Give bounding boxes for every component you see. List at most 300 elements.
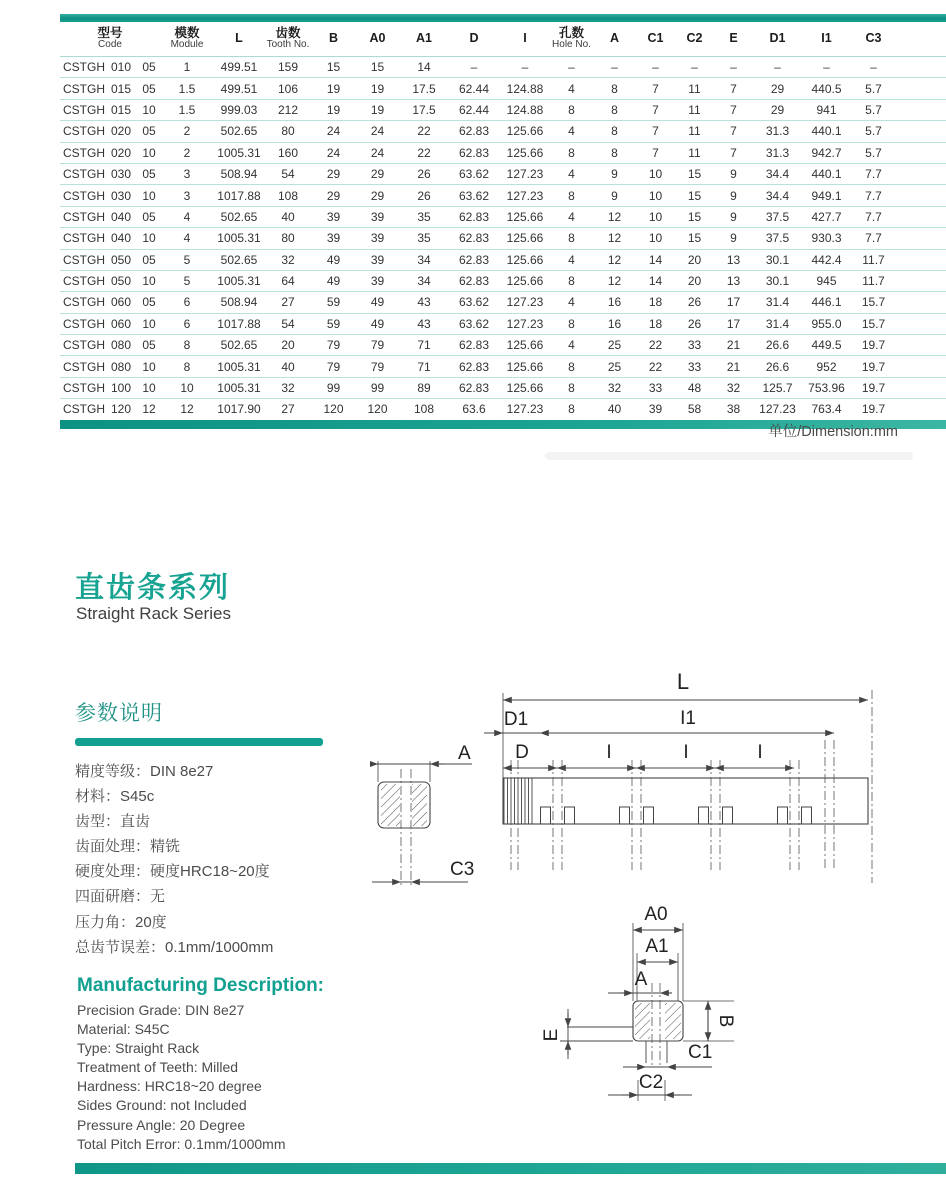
table-cell: 127.23 bbox=[506, 295, 544, 310]
table-cell: 120 bbox=[323, 402, 344, 417]
table-cell: CSTGH bbox=[63, 381, 105, 396]
table-header-cell: C3 bbox=[865, 31, 882, 46]
table-cell: – bbox=[870, 60, 877, 75]
table-cell: 15 bbox=[326, 60, 341, 75]
table-cell: 24 bbox=[370, 124, 385, 139]
table-cell: 1017.88 bbox=[217, 316, 261, 331]
table-cell: 12 bbox=[607, 252, 622, 267]
table-cell: 25 bbox=[607, 359, 622, 374]
table-cell: CSTGH bbox=[63, 295, 105, 310]
table-header-cell: A bbox=[609, 31, 620, 46]
spec-item-zh: 齿型：直齿 bbox=[75, 813, 151, 831]
table-row bbox=[60, 207, 946, 228]
table-cell: 9 bbox=[730, 231, 737, 246]
table-cell: 79 bbox=[370, 359, 385, 374]
table-cell: 10 bbox=[142, 231, 156, 246]
table-cell: 7 bbox=[652, 81, 659, 96]
table-cell: 33 bbox=[687, 359, 702, 374]
table-cell: – bbox=[730, 60, 737, 75]
table-cell: 62.83 bbox=[458, 252, 490, 267]
table-cell: CSTGH bbox=[63, 102, 105, 117]
table-cell: 34 bbox=[417, 274, 431, 289]
table-cell: 7 bbox=[730, 81, 737, 96]
table-cell: 35 bbox=[417, 209, 431, 224]
table-cell: 62.83 bbox=[458, 359, 490, 374]
table-cell: 99 bbox=[326, 381, 341, 396]
table-cell: 11 bbox=[688, 145, 701, 160]
table-cell: 127.23 bbox=[506, 188, 544, 203]
table-cell: 015 bbox=[110, 81, 132, 96]
table-cell: 9 bbox=[611, 188, 618, 203]
table-cell: 9 bbox=[730, 167, 737, 182]
table-cell: 19.7 bbox=[861, 359, 886, 374]
table-cell: 62.44 bbox=[458, 102, 490, 117]
table-cell: 32 bbox=[281, 381, 295, 396]
table-cell: 11 bbox=[688, 81, 701, 96]
table-row bbox=[60, 250, 946, 271]
table-cell: 39 bbox=[370, 231, 385, 246]
table-cell: 71 bbox=[417, 338, 431, 353]
table-cell: 941 bbox=[816, 102, 837, 117]
dim-label-B: B bbox=[715, 1014, 736, 1028]
table-cell: 124.88 bbox=[506, 81, 544, 96]
table-cell: 43 bbox=[417, 295, 431, 310]
table-cell: 43 bbox=[417, 316, 431, 331]
table-cell: 32 bbox=[607, 381, 622, 396]
table-cell: 79 bbox=[370, 338, 385, 353]
table-cell: 999.03 bbox=[220, 102, 258, 117]
table-cell: 12 bbox=[607, 274, 622, 289]
table-cell: 19 bbox=[326, 81, 341, 96]
table-cell: 8 bbox=[611, 124, 618, 139]
table-cell: 442.4 bbox=[811, 252, 842, 267]
table-cell: 31.3 bbox=[765, 145, 790, 160]
table-cell: 80 bbox=[281, 231, 295, 246]
table-cell: 763.4 bbox=[811, 402, 842, 417]
table-cell: 5 bbox=[183, 252, 191, 267]
table-cell: 19 bbox=[326, 102, 341, 117]
table-cell: 449.5 bbox=[811, 338, 842, 353]
table-cell: 39 bbox=[326, 209, 341, 224]
table-cell: 17.5 bbox=[412, 102, 436, 117]
table-cell: 24 bbox=[370, 145, 385, 160]
table-cell: 38 bbox=[726, 402, 741, 417]
table-cell: 508.94 bbox=[220, 295, 258, 310]
dim-label-A: A bbox=[458, 743, 471, 764]
table-cell: 79 bbox=[326, 359, 341, 374]
table-cell: 4 bbox=[568, 338, 575, 353]
table-cell: 499.51 bbox=[220, 81, 258, 96]
table-cell: 29 bbox=[370, 167, 385, 182]
table-cell: 1005.31 bbox=[217, 274, 261, 289]
dim-label-A: A bbox=[634, 969, 648, 990]
table-cell: 24 bbox=[326, 124, 341, 139]
table-cell: 49 bbox=[370, 295, 385, 310]
table-cell: 12 bbox=[607, 231, 622, 246]
table-cell: 5 bbox=[183, 274, 191, 289]
table-cell: 11 bbox=[688, 124, 701, 139]
table-cell: 446.1 bbox=[811, 295, 842, 310]
table-row bbox=[60, 314, 946, 335]
table-cell: 4 bbox=[568, 252, 575, 267]
table-cell: 80 bbox=[281, 124, 295, 139]
table-cell: 79 bbox=[326, 338, 341, 353]
table-cell: 10 bbox=[648, 167, 663, 182]
table-cell: 59 bbox=[326, 316, 341, 331]
table-cell: 34.4 bbox=[765, 167, 790, 182]
table-cell: 502.65 bbox=[220, 338, 258, 353]
table-cell: 1005.31 bbox=[217, 359, 261, 374]
spec-item-zh: 齿面处理：精铣 bbox=[75, 838, 181, 856]
spec-table bbox=[60, 14, 946, 429]
table-cell: 33 bbox=[648, 381, 663, 396]
table-cell: 440.1 bbox=[811, 167, 842, 182]
table-cell: 05 bbox=[142, 209, 156, 224]
table-cell: 40 bbox=[607, 402, 622, 417]
table-cell: 10 bbox=[648, 188, 663, 203]
table-header-cell: E bbox=[729, 31, 738, 46]
table-cell: 62.44 bbox=[458, 81, 490, 96]
table-cell: 31.4 bbox=[765, 295, 790, 310]
table-cell: 15 bbox=[687, 188, 702, 203]
table-cell: 7 bbox=[730, 102, 737, 117]
spec-item-zh: 总齿节误差：0.1mm/1000mm bbox=[75, 938, 274, 956]
table-cell: CSTGH bbox=[63, 124, 105, 139]
footer-accent-bar bbox=[75, 1163, 946, 1174]
dim-label-I-3: I bbox=[757, 742, 763, 763]
table-cell: 11.7 bbox=[862, 252, 885, 267]
table-cell: CSTGH bbox=[63, 316, 105, 331]
table-cell: CSTGH bbox=[63, 188, 105, 203]
table-cell: 16 bbox=[607, 316, 622, 331]
table-cell: 22 bbox=[648, 338, 663, 353]
table-cell: 1005.31 bbox=[217, 145, 261, 160]
table-cell: 502.65 bbox=[220, 124, 258, 139]
dim-label-D: D bbox=[515, 742, 529, 763]
table-cell: 19.7 bbox=[861, 381, 886, 396]
rack-side-view-drawing bbox=[370, 665, 946, 895]
table-cell: 05 bbox=[142, 60, 156, 75]
table-cell: 31.4 bbox=[765, 316, 790, 331]
table-cell: 30.1 bbox=[765, 274, 790, 289]
table-cell: 29 bbox=[770, 102, 785, 117]
spec-item-en: Type: Straight Rack bbox=[77, 1040, 200, 1057]
table-header-cell: C2 bbox=[686, 31, 703, 46]
table-cell: CSTGH bbox=[63, 252, 105, 267]
table-cell: 8 bbox=[611, 145, 618, 160]
table-cell: 27 bbox=[281, 402, 295, 417]
table-cell: 060 bbox=[110, 316, 132, 331]
table-cell: 21 bbox=[726, 338, 741, 353]
table-row bbox=[60, 57, 946, 78]
table-row bbox=[60, 185, 946, 206]
table-cell: 7 bbox=[652, 145, 659, 160]
table-cell: 10 bbox=[142, 381, 156, 396]
table-cell: 4 bbox=[568, 124, 575, 139]
table-cell: 7.7 bbox=[865, 209, 882, 224]
table-cell: 8 bbox=[611, 102, 618, 117]
table-cell: 10 bbox=[142, 316, 156, 331]
table-header-cell: I1 bbox=[821, 31, 832, 46]
table-cell: 11.7 bbox=[862, 274, 885, 289]
table-cell: 20 bbox=[687, 274, 702, 289]
table-cell: CSTGH bbox=[63, 209, 105, 224]
table-header-cell: A0 bbox=[369, 31, 386, 46]
table-cell: 29 bbox=[326, 167, 341, 182]
table-cell: 26 bbox=[417, 188, 431, 203]
table-cell: 3 bbox=[183, 188, 191, 203]
table-cell: 10 bbox=[142, 359, 156, 374]
table-cell: – bbox=[470, 60, 478, 75]
table-header-cell: L bbox=[235, 31, 243, 46]
table-row bbox=[60, 399, 946, 419]
table-cell: 15 bbox=[370, 60, 385, 75]
table-cell: 10 bbox=[142, 188, 156, 203]
table-cell: 05 bbox=[142, 252, 156, 267]
table-cell: 060 bbox=[110, 295, 132, 310]
table-cell: 508.94 bbox=[220, 167, 258, 182]
table-header-cell: I bbox=[523, 31, 527, 46]
table-cell: 1017.90 bbox=[217, 402, 261, 417]
table-cell: 22 bbox=[648, 359, 663, 374]
table-cell: 1005.31 bbox=[217, 381, 261, 396]
manufacturing-title: Manufacturing Description: bbox=[77, 975, 325, 996]
table-cell: 4 bbox=[183, 231, 191, 246]
table-cell: 080 bbox=[110, 338, 132, 353]
table-cell: 125.66 bbox=[506, 359, 544, 374]
table-cell: 19 bbox=[370, 81, 385, 96]
dim-label-I-2: I bbox=[683, 742, 689, 763]
table-cell: 160 bbox=[277, 145, 299, 160]
table-cell: 6 bbox=[183, 295, 191, 310]
table-cell: 17 bbox=[726, 295, 741, 310]
table-cell: 17.5 bbox=[412, 81, 436, 96]
table-cell: 125.66 bbox=[506, 124, 544, 139]
table-cell: 20 bbox=[687, 252, 702, 267]
table-cell: 26 bbox=[687, 316, 702, 331]
table-cell: 99 bbox=[370, 381, 385, 396]
table-cell: 89 bbox=[417, 381, 431, 396]
table-cell: 127.23 bbox=[506, 402, 544, 417]
table-cell: 19.7 bbox=[861, 402, 886, 417]
table-cell: 22 bbox=[417, 145, 431, 160]
spec-list-en bbox=[77, 1001, 286, 1154]
table-cell: 020 bbox=[110, 145, 132, 160]
table-cell: CSTGH bbox=[63, 167, 105, 182]
table-cell: 502.65 bbox=[220, 252, 258, 267]
table-cell: 71 bbox=[417, 359, 431, 374]
rack-cross-section-drawing bbox=[520, 895, 946, 1115]
spec-item-en: Material: S45C bbox=[77, 1021, 170, 1038]
table-row bbox=[60, 356, 946, 377]
table-cell: 37.5 bbox=[765, 231, 790, 246]
table-cell: 15 bbox=[687, 167, 702, 182]
table-cell: 05 bbox=[142, 124, 156, 139]
table-top-bar bbox=[60, 14, 946, 22]
table-cell: 54 bbox=[281, 167, 295, 182]
table-cell: 29 bbox=[370, 188, 385, 203]
table-cell: 63.62 bbox=[458, 188, 490, 203]
spec-item-en: Total Pitch Error: 0.1mm/1000mm bbox=[77, 1135, 286, 1152]
spec-item-zh: 硬度处理：硬度HRC18~20度 bbox=[75, 863, 270, 881]
table-cell: 10 bbox=[648, 209, 663, 224]
table-cell: 100 bbox=[110, 381, 132, 396]
table-row bbox=[60, 228, 946, 249]
table-cell: 952 bbox=[816, 359, 837, 374]
table-cell: 62.83 bbox=[458, 124, 490, 139]
table-cell: CSTGH bbox=[63, 145, 105, 160]
table-cell: 26.6 bbox=[765, 338, 790, 353]
table-cell: – bbox=[521, 60, 529, 75]
series-title-zh: 直齿条系列 bbox=[75, 572, 231, 604]
table-cell: 1017.88 bbox=[217, 188, 261, 203]
table-cell: 8 bbox=[568, 231, 575, 246]
table-header-cell: A1 bbox=[416, 31, 432, 46]
table-cell: 4 bbox=[568, 295, 575, 310]
table-cell: 1 bbox=[183, 60, 191, 75]
table-cell: – bbox=[652, 60, 659, 75]
table-cell: 39 bbox=[370, 252, 385, 267]
table-cell: 34.4 bbox=[765, 188, 790, 203]
table-cell: 18 bbox=[648, 295, 663, 310]
table-cell: 21 bbox=[726, 359, 741, 374]
table-cell: 127.23 bbox=[759, 402, 796, 417]
watermark-smudge bbox=[545, 452, 913, 460]
table-cell: 3 bbox=[183, 167, 191, 182]
table-cell: 54 bbox=[281, 316, 295, 331]
table-cell: 9 bbox=[730, 188, 737, 203]
table-cell: 63.62 bbox=[458, 316, 490, 331]
table-cell: 2 bbox=[183, 124, 191, 139]
spec-item-en: Hardness: HRC18~20 degree bbox=[77, 1078, 262, 1095]
table-cell: 4 bbox=[183, 209, 191, 224]
dim-label-I-1: I bbox=[606, 742, 612, 763]
table-cell: 19.7 bbox=[861, 338, 886, 353]
spec-item-en: Treatment of Teeth: Milled bbox=[77, 1059, 239, 1076]
table-cell: 8 bbox=[183, 359, 191, 374]
table-cell: 8 bbox=[568, 359, 575, 374]
table-cell: 24 bbox=[326, 145, 341, 160]
table-cell: 59 bbox=[326, 295, 341, 310]
table-cell: 62.83 bbox=[458, 145, 490, 160]
table-cell: 35 bbox=[417, 231, 431, 246]
table-cell: 14 bbox=[417, 60, 431, 75]
table-cell: 5.7 bbox=[865, 102, 882, 117]
table-cell: 29 bbox=[770, 81, 785, 96]
table-header-cell: B bbox=[328, 31, 339, 46]
table-cell: 7 bbox=[730, 124, 737, 139]
table-cell: 1.5 bbox=[178, 81, 196, 96]
table-cell: 10 bbox=[142, 274, 156, 289]
dim-label-E: E bbox=[541, 1028, 562, 1042]
table-cell: 49 bbox=[326, 274, 341, 289]
table-cell: 8 bbox=[568, 316, 575, 331]
spec-item-en: Precision Grade: DIN 8e27 bbox=[77, 1002, 245, 1018]
table-header-cell: 型号 Code bbox=[97, 26, 123, 51]
table-cell: – bbox=[611, 60, 618, 75]
table-cell: 26 bbox=[687, 295, 702, 310]
table-cell: 15.7 bbox=[861, 316, 886, 331]
table-cell: 8 bbox=[568, 188, 575, 203]
table-cell: CSTGH bbox=[63, 274, 105, 289]
table-cell: 18 bbox=[648, 316, 663, 331]
table-cell: 502.65 bbox=[220, 209, 258, 224]
unit-label: 单位/Dimension:mm bbox=[768, 424, 898, 440]
table-cell: 15.7 bbox=[861, 295, 886, 310]
spec-section-underline bbox=[75, 738, 323, 746]
table-cell: – bbox=[568, 60, 575, 75]
spec-item-en: Pressure Angle: 20 Degree bbox=[77, 1116, 246, 1133]
table-cell: 33 bbox=[687, 338, 702, 353]
table-row bbox=[60, 335, 946, 356]
table-cell: 949.1 bbox=[811, 188, 842, 203]
table-cell: 14 bbox=[648, 252, 663, 267]
table-cell: 125.66 bbox=[506, 252, 544, 267]
table-cell: 64 bbox=[281, 274, 295, 289]
table-cell: 125.66 bbox=[506, 274, 544, 289]
table-cell: 7.7 bbox=[865, 167, 882, 182]
table-cell: 6 bbox=[183, 316, 191, 331]
table-row bbox=[60, 378, 946, 399]
table-cell: 120 bbox=[110, 402, 132, 417]
table-cell: 040 bbox=[110, 231, 132, 246]
table-row bbox=[60, 292, 946, 313]
table-cell: 58 bbox=[687, 402, 702, 417]
table-cell: 63.6 bbox=[462, 402, 486, 417]
table-cell: 125.66 bbox=[506, 338, 544, 353]
table-cell: CSTGH bbox=[63, 359, 105, 374]
table-cell: 11 bbox=[688, 102, 701, 117]
table-cell: 37.5 bbox=[765, 209, 790, 224]
table-cell: 7.7 bbox=[865, 188, 882, 203]
table-cell: 127.23 bbox=[506, 167, 544, 182]
table-cell: 930.3 bbox=[811, 231, 842, 246]
table-cell: 8 bbox=[611, 81, 618, 96]
table-cell: 62.83 bbox=[458, 381, 490, 396]
table-cell: 13 bbox=[726, 252, 741, 267]
table-cell: 125.66 bbox=[506, 231, 544, 246]
table-cell: 26 bbox=[417, 167, 431, 182]
table-cell: 108 bbox=[277, 188, 299, 203]
table-cell: 5.7 bbox=[865, 145, 882, 160]
table-cell: 05 bbox=[142, 167, 156, 182]
table-cell: 4 bbox=[568, 167, 575, 182]
table-cell: 499.51 bbox=[220, 60, 258, 75]
table-cell: 32 bbox=[281, 252, 295, 267]
spec-item-zh: 精度等级：DIN 8e27 bbox=[75, 763, 214, 780]
table-cell: 15 bbox=[687, 209, 702, 224]
table-cell: 7 bbox=[652, 124, 659, 139]
table-cell: 34 bbox=[417, 252, 431, 267]
table-cell: 62.83 bbox=[458, 209, 490, 224]
table-cell: 7 bbox=[730, 145, 737, 160]
table-cell: 7 bbox=[652, 102, 659, 117]
dim-label-A1: A1 bbox=[645, 936, 669, 957]
table-cell: 015 bbox=[110, 102, 132, 117]
table-cell: 8 bbox=[183, 338, 191, 353]
table-cell: 31.3 bbox=[765, 124, 790, 139]
table-cell: 4 bbox=[568, 81, 575, 96]
table-cell: 62.83 bbox=[458, 274, 490, 289]
table-cell: 030 bbox=[110, 188, 132, 203]
table-cell: 62.83 bbox=[458, 338, 490, 353]
table-cell: 30.1 bbox=[765, 252, 790, 267]
table-cell: 125.66 bbox=[506, 145, 544, 160]
table-cell: 7.7 bbox=[865, 231, 882, 246]
table-cell: CSTGH bbox=[63, 402, 105, 417]
table-cell: 212 bbox=[277, 102, 299, 117]
table-header-cell: C1 bbox=[647, 31, 664, 46]
